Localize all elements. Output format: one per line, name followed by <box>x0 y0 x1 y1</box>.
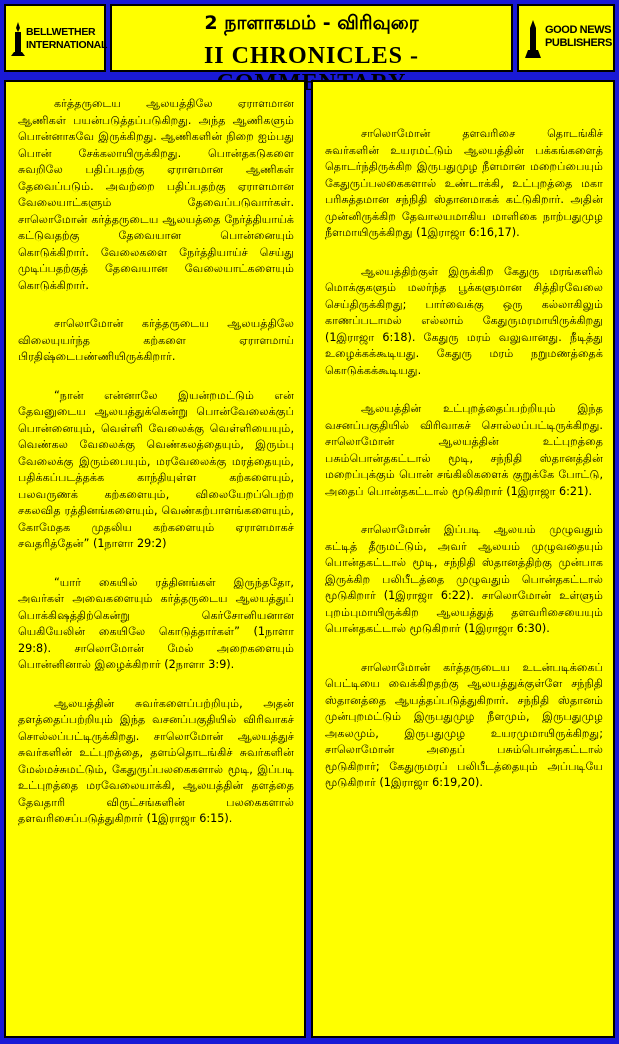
paragraph: கர்த்தருடைய ஆலயத்திலே ஏராளமான ஆணிகள் பயன்படுத்தப்படுகிறது. அந்த ஆணிகளும் பொன்னாகவே இருக்கிறது. ஆணிகளின் நிறை ஐம்பது பொன் சேக்கலாயிருக்கிறது. பொன்தகடுகளை சுவறிலே பதிப்பதற்கு ஏராளமான ஆணிகள் தேவைப்படும். அவற்றை பதிப்பதற்கு ஏராளமான வேலையாட்களும் தேவைப்படுவார்கள். சாலொமோன் கர்த்தருடைய ஆலயத்தை நேர்த்தியாய்க் கட்டுவதற்கு தேவையான பொன்னையும் கொடுக்கிறார். வேலைகளை நேர்த்தியாய்ச் செய்து முடிப்பதற்குத் தேவையான வேலையாட்களையும் கொடுக்கிறார். <box>18 97 294 292</box>
paragraph: சாலொமோன் கர்த்தருடைய ஆலயத்திலே விலையுயர்ந்த கற்களை ஏராளமாய் பிரதிஷ்டைபண்ணியிருக்கிறார். <box>18 317 294 363</box>
logo-left-line1: BELLWETHER <box>26 26 96 38</box>
left-column <box>4 80 306 1038</box>
title-english: II CHRONICLES - <box>203 43 420 69</box>
tower-icon <box>523 18 543 62</box>
title-tamil: 2 நாளாகமம் - விரிவுரை <box>204 12 419 34</box>
paragraph: ஆலயத்தின் உட்புறத்தைப்பற்றியும் இந்த வசனப்பகுதியில் விரிவாகச் சொல்லப்பட்டிருக்கிறது. சாலொமோன் ஆலயத்தின் உட்புறத்தை பசும்பொன்தகட்டால் மூடி, சந்நிதி ஸ்தானத்தின் மறைப்புக்கும் பொன் சங்கிலிகளைக் குறுக்கே போட்டு, அதைப் பொன்தகட்டால் மூடுகிறார் (1இராஜா 6:21). <box>325 402 603 498</box>
right-column <box>311 80 615 1038</box>
lamp-icon <box>9 20 27 60</box>
title-banner <box>110 4 513 72</box>
good-news-logo <box>517 4 615 72</box>
paragraph: சாலொமோன் தளவரிசை தொடங்கிச் சுவர்களின் உயரமட்டும் ஆலயத்தின் பக்கங்களைத் தொடர்ந்திருக்கிற இருபதுமுழ நீளமான மறைப்பையும் கேதுருப்பலகைகளால் உண்டாக்கி, உட்புறத்தை மகா பரிசுத்தமான சந்நிதி ஸ்தானமாகக் கட்டுகிறார். அதின் முன்னிருக்கிற தேவாலயமாகிய மாளிகை நாற்பதுமுழ நீளமாயிருக்கிறது (1இராஜா 6:16,17). <box>325 127 603 239</box>
paragraph: “யார் கையில் ரத்தினங்கள் இருந்ததோ, அவர்கள் அவைகளையும் கர்த்தருடைய ஆலயத்துப் பொக்கிஷத்திற்கென்று கெர்சோனியனான யெகியேலின் கையிலே கொடுத்தார்கள்” (1நாளா 29:8). சாலொமோன் மேல் அறைகளையும் பொன்னினால் இழைக்கிறார் (2நாளா 3:9). <box>18 575 294 671</box>
bellwether-logo <box>4 4 106 72</box>
paragraph: ஆலயத்திற்குள் இருக்கிற கேதுரு மரங்களில் மொக்குகளும் மலர்ந்த பூக்களுமான சித்திரவேலை செய்திருக்கிறது; பார்வைக்கு ஒரு கல்லாகிலும் காணப்படாமல் எல்லாம் கேதுருமரமாயிருக்கிறது (1இராஜா 6:18). கேதுரு மரம் வலுவானது. நீடித்து உழைக்கக்கூடியது. கேதுரு மரம் நறுமணத்தைக் கொடுக்கக்கூடியது. <box>325 264 603 377</box>
logo-right-line1: GOOD NEWS <box>545 24 612 36</box>
page-header <box>4 4 615 74</box>
logo-right-line2: PUBLISHERS <box>545 37 612 49</box>
logo-left-line2: INTERNATIONAL <box>26 39 108 51</box>
paragraph: சாலொமோன் இப்படி ஆலயம் முழுவதும் கட்டித் தீருமட்டும், அவர் ஆலயம் முழுவதையும் பொன்தகட்டால் மூடி, சந்நிதி ஸ்தானத்திற்கு முன்பாக இருக்கிற பலிபீடத்தை முழுவதும் பொன்தகட்டால் மூடுகிறார் (1இராஜா 6:22). சாலொமோன் உள்ளும் புறம்புமாயிருக்கிற ஆலயத்துத் தளவரிசையையும் பொன்தகட்டால் மூடுகிறார் (1இராஜா 6:30). <box>325 523 603 635</box>
paragraph: “நான் என்னாலே இயன்றமட்டும் என் தேவனுடைய ஆலயத்துக்கென்று பொன்வேலைக்குப் பொன்னையும், வெள்ளி வேலைக்கு வெள்ளியையும், வெண்கல வேலைக்கு வெண்கலத்தையும், இரும்பு வேலைக்கு இரும்பையும், மரவேலைக்கு மரத்தையும், பதிக்கப்படத்தக்க காந்தியுள்ள கற்களையும், பலவருணக் கற்களையும், விலையேறப்பெற்ற சகலவித ரத்தினங்களையும், வெண்கற்பாளங்களையும், கோமேதக முதலிய கற்களையும் ஏராளமாகச் சவதரித்தேன்” (1நாளா 29:2) <box>18 388 294 550</box>
paragraph: சாலொமோன் கர்த்தருடைய உடன்படிக்கைப் பெட்டியை வைக்கிறதற்கு ஆலயத்துக்குள்ளே சந்நிதி ஸ்தானத்தை ஆயத்தப்படுத்துகிறார். சந்நிதி ஸ்தானம் முன்புறமட்டும் இருபதுமுழ நீளமும், இருபதுமுழ அகலமும், இருபதுமுழ உயரமுமாயிருக்கிறது; சாலொமோன் அதைப் பசும்பொன்தகட்டால் மூடுகிறார்; கேதுருமரப் பலிபீடத்தையும் அப்படியே மூடுகிறார் (1இராஜா 6:19,20). <box>325 660 603 789</box>
paragraph: ஆலயத்தின் சுவர்களைப்பற்றியும், அதன் தளத்தைப்பற்றியும் இந்த வசனப்பகுதியில் விரிவாகச் சொல்லப்பட்டிருக்கிறது. சாலொமோன் ஆலயத்துச் சுவர்களின் உட்புறத்தை, தளம்தொடங்கிச் சுவர்களின் மேல்மச்சுமட்டும், கேதுருப்பலகைகளால் மூடி, இப்படி உட்புறத்தை மரவேலையாக்கி, ஆலயத்தின் தளத்தை தேவதாரி விருட்சங்களின் பலகைகளால் தளவரிசைப்படுத்துகிறார் (1இராஜா 6:15). <box>18 696 294 825</box>
